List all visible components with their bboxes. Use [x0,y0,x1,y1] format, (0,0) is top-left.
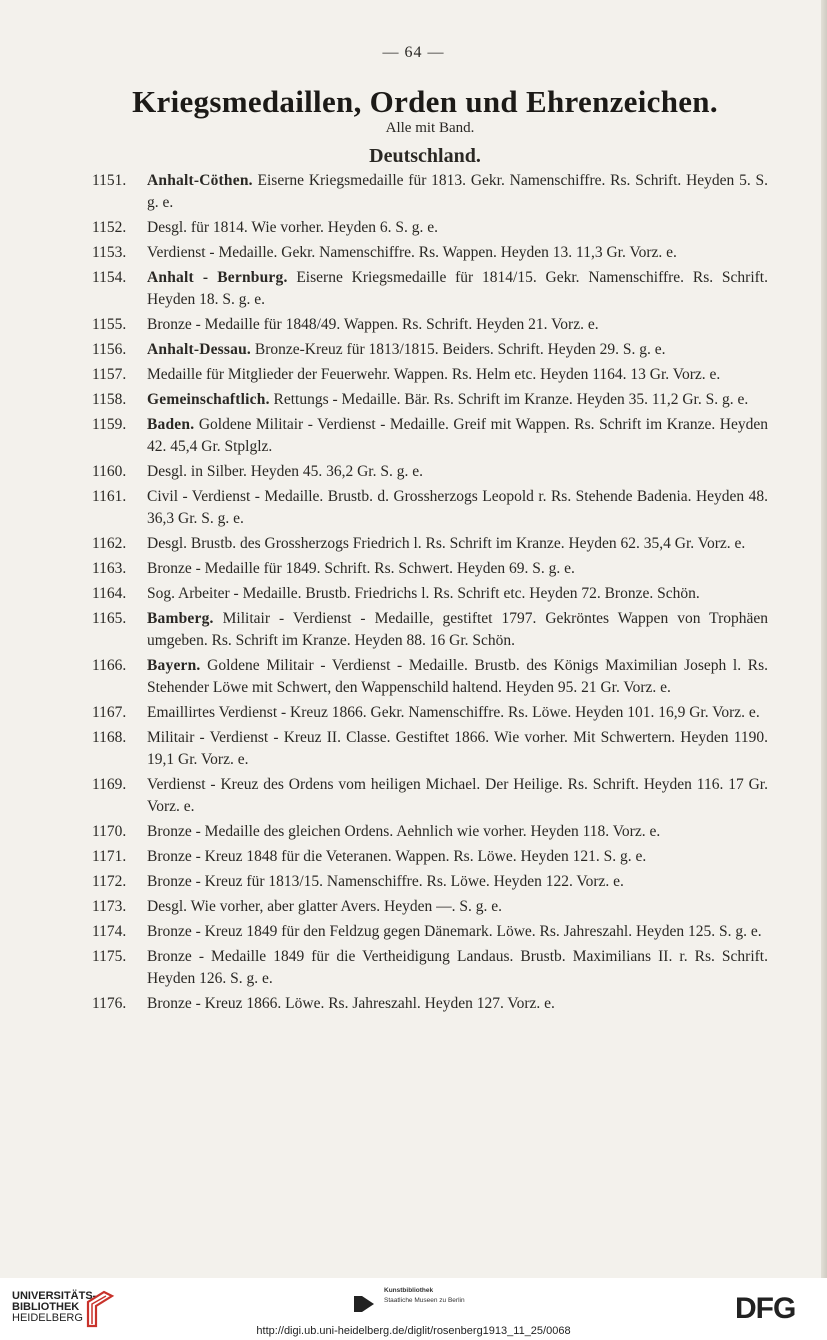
entry-text: Emaillirtes Verdienst - Kreuz 1866. Gekr. Namenschiffre. Rs. Löwe. Heyden 101. 16,9 Gr. Vorz. e. [147,704,760,721]
catalog-entry [92,267,768,311]
entry-heading: Bayern. [147,657,201,674]
entry-number: 1171. [92,848,127,865]
entry-text: Bronze - Kreuz für 1813/15. Namenschiffre. Rs. Löwe. Heyden 122. Vorz. e. [147,873,624,890]
kb-line-1: Kunstbibliothek [384,1287,434,1294]
entry-body [147,267,768,311]
catalog-entry [92,486,768,530]
catalog-entry [92,608,768,652]
entry-body [147,655,768,699]
entry-number: 1173. [92,898,127,915]
entry-heading: Anhalt-Cöthen. [147,172,253,189]
kunstbibliothek-emblem-icon [352,1292,378,1314]
catalog-entry [92,774,768,818]
entry-body [147,702,768,724]
catalog-entry [92,896,768,918]
catalog-entry [92,921,768,943]
entry-number: 1174. [92,923,127,940]
entry-text: Bronze - Medaille für 1848/49. Wappen. Rs. Schrift. Heyden 21. Vorz. e. [147,316,599,333]
entry-number: 1154. [92,269,127,286]
entry-text: Bronze - Medaille für 1849. Schrift. Rs. Schwert. Heyden 69. S. g. e. [147,560,575,577]
entry-body [147,533,768,555]
catalog-entry [92,583,768,605]
catalog-entry [92,871,768,893]
entry-body [147,583,768,605]
entry-body [147,946,768,990]
entry-text: Desgl. Brustb. des Grossherzogs Friedrich l. Rs. Schrift im Kranze. Heyden 62. 35,4 Gr. Vorz. e. [147,535,746,552]
entry-text: Medaille für Mitglieder der Feuerwehr. Wappen. Rs. Helm etc. Heyden 1164. 13 Gr. Vorz. e. [147,366,721,383]
kunstbibliothek-logo[interactable] [384,1286,465,1306]
entry-number: 1175. [92,948,127,965]
entry-text: Eiserne Kriegsmedaille für 1814/15. Gekr. Namenschiffre. Rs. Schrift. Heyden 18. S. g. e. [147,269,768,308]
entry-number: 1176. [92,995,127,1012]
entry-body [147,414,768,458]
entry-body [147,314,768,336]
entry-body [147,389,768,411]
catalog-entry [92,242,768,264]
entry-text: Militair - Verdienst - Medaille, gestiftet 1797. Gekröntes Wappen von Trophäen umgeben. Rs. Schrift im Kranze. Heyden 88. 16 Gr. Schön. [147,610,769,649]
entry-number: 1156. [92,341,127,358]
catalog-entry [92,170,768,214]
entry-heading: Bamberg. [147,610,214,627]
entry-body [147,364,768,386]
entry-text: Bronze - Medaille des gleichen Ordens. Aehnlich wie vorher. Heyden 118. Vorz. e. [147,823,661,840]
catalog-entry [92,727,768,771]
permalink-url[interactable]: http://digi.ub.uni-heidelberg.de/diglit/rosenberg1913_11_25/0068 [256,1325,571,1337]
entry-text: Verdienst - Kreuz des Ordens vom heiligen Michael. Der Heilige. Rs. Schrift. Heyden 116. 17 Gr. Vorz. e. [147,776,768,815]
entry-heading: Gemeinschaftlich. [147,391,270,408]
library-line-1: UNIVERSITÄTS- [12,1290,97,1302]
entry-text: Desgl. Wie vorher, aber glatter Avers. Heyden —. S. g. e. [147,898,503,915]
catalog-entry [92,558,768,580]
entry-body [147,821,768,843]
entry-text: Bronze - Kreuz 1848 für die Veteranen. Wappen. Rs. Löwe. Heyden 121. S. g. e. [147,848,647,865]
catalog-entry [92,533,768,555]
catalog-entry [92,846,768,868]
entry-heading: Anhalt-Dessau. [147,341,251,358]
entry-text: Bronze - Kreuz 1849 für den Feldzug gegen Dänemark. Löwe. Rs. Jahreszahl. Heyden 125. S. g. e. [147,923,762,940]
page-edge [821,0,827,1278]
entry-text: Civil - Verdienst - Medaille. Brustb. d. Grossherzogs Leopold r. Rs. Stehende Badenia. Heyden 48. 36,3 Gr. S. g. e. [147,488,768,527]
entry-text: Goldene Militair - Verdienst - Medaille. Brustb. des Königs Maximilian Joseph l. Rs. Stehender Löwe mit Schwert, den Wappenschild haltend. Heyden 95. 21 Gr. Vorz. e. [147,657,769,696]
catalog-entry [92,993,768,1015]
entry-body [147,846,768,868]
catalog-entry [92,339,768,361]
entry-number: 1172. [92,873,127,890]
entry-number: 1158. [92,391,127,408]
entry-body [147,871,768,893]
entry-text: Bronze - Medaille 1849 für die Vertheidigung Landaus. Brustb. Maximilians II. r. Rs. Schrift. Heyden 126. S. g. e. [147,948,768,987]
footer-bar [0,1278,827,1340]
entry-heading: Baden. [147,416,195,433]
entry-body [147,727,768,771]
entry-text: Goldene Militair - Verdienst - Medaille. Greif mit Wappen. Rs. Schrift im Kranze. Heyden 42. 45,4 Gr. Stplglz. [147,416,768,455]
entry-number: 1170. [92,823,127,840]
catalog-entry [92,702,768,724]
catalog-entry [92,655,768,699]
page-number: — 64 — [382,44,445,61]
entry-number: 1162. [92,535,127,552]
entry-text: Militair - Verdienst - Kreuz II. Classe. Gestiftet 1866. Wie vorher. Mit Schwertern. Heyden 1190. 19,1 Gr. Vorz. e. [147,729,768,768]
catalog-entry [92,389,768,411]
entry-body [147,558,768,580]
entry-text: Bronze-Kreuz für 1813/1815. Beiders. Schrift. Heyden 29. S. g. e. [254,341,666,358]
library-emblem-icon [82,1286,116,1330]
entry-number: 1166. [92,657,127,674]
entry-text: Sog. Arbeiter - Medaille. Brustb. Friedrichs l. Rs. Schrift etc. Heyden 72. Bronze. Schön. [147,585,700,602]
entry-body [147,339,768,361]
entry-body [147,896,768,918]
library-line-3: HEIDELBERG [12,1312,83,1324]
entry-body [147,993,768,1015]
entry-body [147,170,768,214]
entry-number: 1167. [92,704,127,721]
catalog-entry [92,217,768,239]
entry-number: 1151. [92,172,127,189]
library-line-2: BIBLIOTHEK [12,1301,80,1313]
entry-body [147,486,768,530]
catalog-entry [92,364,768,386]
entry-text: Rettungs - Medaille. Bär. Rs. Schrift im Kranze. Heyden 35. 11,2 Gr. S. g. e. [273,391,749,408]
entry-number: 1161. [92,488,127,505]
entry-body [147,461,768,483]
entry-number: 1157. [92,366,127,383]
page-title: Kriegsmedaillen, Orden und Ehrenzeichen. [132,84,718,119]
catalog-entry [92,314,768,336]
catalog-entry [92,821,768,843]
catalog-entry [92,414,768,458]
entry-number: 1155. [92,316,127,333]
entry-body [147,608,768,652]
entry-body [147,921,768,943]
entry-heading: Anhalt - Bernburg. [147,269,288,286]
catalog-entry [92,946,768,990]
entry-text: Desgl. für 1814. Wie vorher. Heyden 6. S. g. e. [147,219,438,236]
entry-number: 1163. [92,560,127,577]
kb-line-2: Staatliche Museen zu Berlin [384,1297,465,1304]
entry-body [147,217,768,239]
entry-text: Desgl. in Silber. Heyden 45. 36,2 Gr. S. g. e. [147,463,423,480]
entry-text: Bronze - Kreuz 1866. Löwe. Rs. Jahreszahl. Heyden 127. Vorz. e. [147,995,555,1012]
entry-number: 1160. [92,463,127,480]
entry-number: 1152. [92,219,127,236]
entry-text: Verdienst - Medaille. Gekr. Namenschiffre. Rs. Wappen. Heyden 13. 11,3 Gr. Vorz. e. [147,244,677,261]
entry-number: 1169. [92,776,127,793]
entry-body [147,242,768,264]
catalog-entries [92,170,768,1018]
section-heading: Deutschland. [369,145,481,167]
entry-number: 1153. [92,244,127,261]
entry-number: 1164. [92,585,127,602]
entry-body [147,774,768,818]
entry-number: 1165. [92,610,127,627]
dfg-logo[interactable]: DFG [735,1292,796,1325]
page-subtitle: Alle mit Band. [385,120,475,136]
entry-text: Eiserne Kriegsmedaille für 1813. Gekr. Namenschiffre. Rs. Schrift. Heyden 5. S. g. e. [147,172,769,211]
catalog-entry [92,461,768,483]
entry-number: 1159. [92,416,127,433]
entry-number: 1168. [92,729,127,746]
